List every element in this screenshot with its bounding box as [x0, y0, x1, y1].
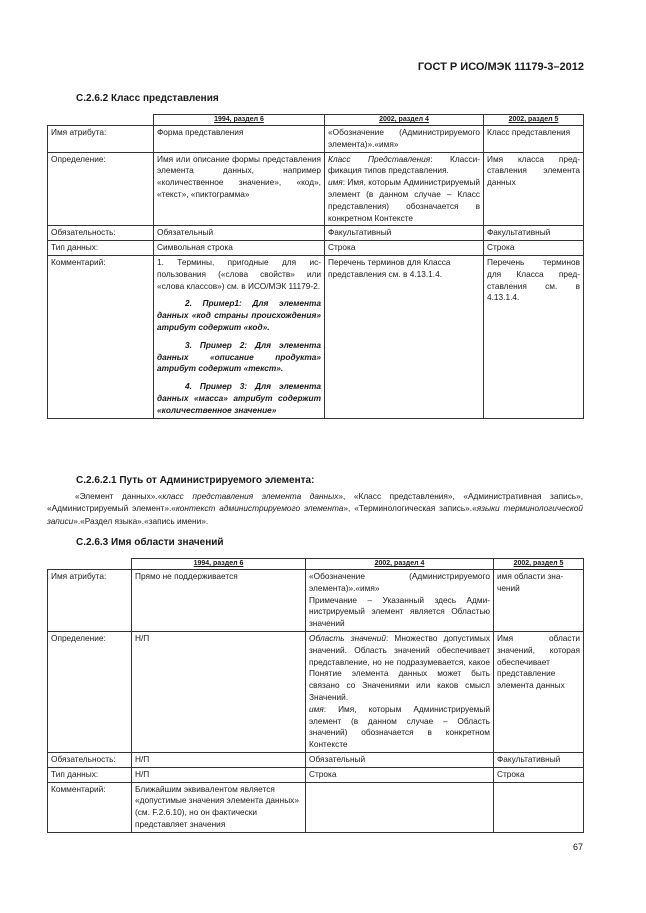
comment-text: 1. Термины, пригодные для использования («слова свойств» или «слова классов») см. в ИСО/МЭК 11179-2.: [157, 256, 321, 291]
row-label: Имя атрибута:: [48, 126, 154, 153]
table-header-empty: [48, 559, 132, 570]
cell: Обязательный: [154, 226, 325, 241]
cell: имя области значений: [494, 570, 584, 632]
cell: Имя или описание формы представления элемента данных, например «количественное значение», «код», «текст», «пиктограмма»: [154, 152, 325, 226]
table-header-row: [48, 559, 584, 570]
table-row: [48, 767, 584, 782]
text: : Классификация типов представления.: [328, 153, 480, 176]
row-label: Комментарий:: [48, 782, 132, 832]
example-4: 4. Пример 3: Для элемента данных «масса» атрибут содержит «количественное значение»: [157, 381, 321, 415]
example-2: 2. Пример1: Для элемента данных «код страны происхождения» атрибут содержит «код».: [157, 298, 321, 332]
col-header-2002-5: 2002, раздел 5: [494, 559, 584, 570]
text: : Имя, которым Администрируемый элемент (в данном случае – Класс представления) обозначается в конкретном Контексте: [328, 177, 480, 223]
cell: Имя класса представления элемента данных: [484, 152, 584, 226]
row-label: Тип данных:: [48, 767, 132, 782]
document-id: ГОСТ Р ИСО/МЭК 11179-3–2012: [417, 61, 584, 73]
cell-text: «Обозначение (Администрируемого элемента)».«имя»: [309, 571, 490, 593]
cell: Перечень терминов для Класса представления см. в 4.13.1.4.: [325, 255, 484, 418]
cell: Символьная строка: [154, 241, 325, 256]
table-row: [48, 255, 584, 418]
col-header-2002-4: 2002, раздел 4: [306, 559, 494, 570]
cell: [306, 570, 494, 632]
col-header-1994: 1994, раздел 6: [154, 115, 325, 126]
cell: [154, 255, 325, 418]
term-italic: языки терминологической записи: [47, 503, 584, 526]
table-row: [48, 752, 584, 767]
text: : Множество допустимых значений. Область значений обеспечивает представление, но не подразумевается, какое Понятие элемента данных может быть связано со Значениями или каков смысл Значений.: [309, 632, 490, 702]
cell: Прямо не поддерживается: [132, 570, 306, 632]
cell: Строка: [306, 767, 494, 782]
cell: [325, 152, 484, 226]
cell: Форма представления: [154, 126, 325, 153]
term-italic: контекст администрируемого элемента: [175, 503, 344, 514]
cell: Строка: [494, 767, 584, 782]
table-value-domain-name: [47, 558, 584, 833]
row-label: Комментарий:: [48, 255, 154, 418]
row-label: Определение:: [48, 152, 154, 226]
row-label: Обязательность:: [48, 752, 132, 767]
cell: Перечень терминов для Класса представления см. в 4.13.1.4.: [484, 255, 584, 418]
col-header-2002-4: 2002, раздел 4: [325, 115, 484, 126]
section-title-c2621: C.2.6.2.1 Путь от Администрируемого элемента:: [76, 475, 315, 486]
cell: Н/П: [132, 752, 306, 767]
cell: Факультативный: [484, 226, 584, 241]
row-label: Определение:: [48, 631, 132, 752]
row-label: Обязательность:: [48, 226, 154, 241]
page-number: 67: [572, 842, 583, 852]
table-row: [48, 152, 584, 226]
text: : Имя, которым Администрируемый элемент (в данном случае – Область значений) обозначается в конкретном Контексте: [309, 703, 490, 750]
term-italic: Область значений: [309, 632, 386, 643]
row-label: Имя атрибута:: [48, 570, 132, 632]
table-row: [48, 241, 584, 256]
example-3: 3. Пример 2: Для элемента данных «описание продукта» атрибут содержит «текст».: [157, 339, 321, 374]
cell-note: Примечание – Указанный здесь Администрируемый элемент является Областью значений: [309, 594, 490, 629]
cell: Имя области значений, которая обеспечивает представление элемента данных: [494, 631, 584, 752]
row-label: Тип данных:: [48, 241, 154, 256]
table-row: [48, 226, 584, 241]
cell: Строка: [484, 241, 584, 256]
term-italic: Класс Представления: [328, 153, 431, 164]
table-row: [48, 782, 584, 832]
table-row: [48, 126, 584, 153]
table-row: [48, 631, 584, 752]
cell: [306, 782, 494, 832]
table-header-empty: [48, 115, 154, 126]
cell: Ближайшим эквивалентом является «допустимые значения элемента данных» (см. F.2.6.10), но он фактически представляет значения: [132, 782, 306, 832]
col-header-1994: 1994, раздел 6: [132, 559, 306, 570]
cell: Строка: [325, 241, 484, 256]
cell: Н/П: [132, 767, 306, 782]
cell: [306, 631, 494, 752]
col-header-2002-5: 2002, раздел 5: [484, 115, 584, 126]
cell: Факультативный: [494, 752, 584, 767]
term-italic: имя: [309, 703, 324, 714]
text: ».«Раздел языка».«запись имени».: [73, 515, 209, 526]
cell: [494, 782, 584, 832]
term-italic: имя: [328, 177, 343, 188]
table-row: [48, 570, 584, 632]
table-header-row: [48, 115, 584, 126]
text: «Элемент данных».«: [75, 491, 163, 501]
term-italic: класс представления элемента данных: [162, 491, 339, 501]
cell: Обязательный: [306, 752, 494, 767]
cell: Н/П: [132, 631, 306, 752]
text: », «Терминологическая запись».«: [343, 503, 477, 514]
section-title-c263: C.2.6.3 Имя области значений: [76, 537, 224, 548]
cell: «Обозначение (Администрируемого элемента)».«имя»: [325, 126, 484, 153]
section-title-c262: C.2.6.2 Класс представления: [76, 93, 219, 104]
cell: Класс представления: [484, 126, 584, 153]
path-paragraph: [47, 490, 583, 527]
text: », «Класс представления», «Административная запись», «Администрируемый элемент».«: [47, 491, 583, 514]
cell: Факультативный: [325, 226, 484, 241]
table-representation-class: [47, 114, 584, 419]
